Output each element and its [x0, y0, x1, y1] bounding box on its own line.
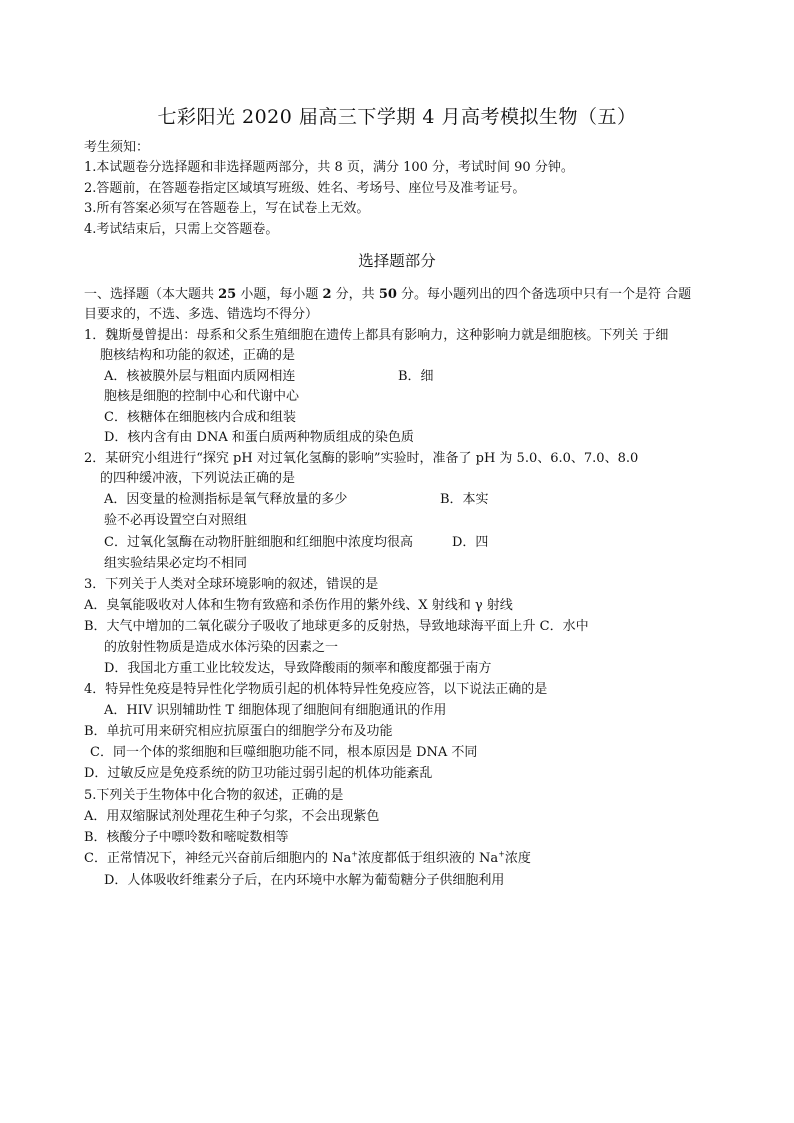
- notice-heading: 考生须知：: [84, 140, 150, 155]
- option-b: B．本实: [440, 492, 489, 507]
- question-stem: 的四种缓冲液，下列说法正确的是: [100, 471, 296, 486]
- option-b: B．细: [398, 369, 434, 384]
- option-a: A．HIV 识别辅助性 T 细胞体现了细胞间有细胞通讯的作用: [104, 703, 447, 718]
- question-stem: 2．某研究小组进行“探究 pH 对过氧化氢酶的影响”实验时，准备了 pH 为 5.0、6.0、7.0、8.0: [84, 451, 639, 466]
- option-c: C．同一个体的浆细胞和巨噬细胞功能不同，根本原因是 DNA 不同: [90, 745, 478, 760]
- instructions-line-1: 一、选择题（本大题共 25 小题，每小题 2 分，共 50 分。每小题列出的四个备选项中只有一个是符 合题: [84, 287, 692, 302]
- page-title: 七彩阳光 2020 届高三下学期 4 月高考模拟生物（五）: [157, 106, 637, 128]
- option-d: D．人体吸收纤维素分子后，在内环境中水解为葡萄糖分子供细胞利用: [104, 873, 505, 888]
- option-a: A．因变量的检测指标是氧气释放量的多少: [104, 492, 348, 507]
- notice-item: 3.所有答案必须写在答题卷上，写在试卷上无效。: [84, 201, 370, 216]
- option-d: D．过敏反应是免疫系统的防卫功能过弱引起的机体功能紊乱: [84, 766, 433, 781]
- option-c: C．过氧化氢酶在动物肝脏细胞和红细胞中浓度均很高: [104, 535, 413, 550]
- option-c: C．正常情况下，神经元兴奋前后细胞内的 Na+浓度都低于组织液的 Na+浓度: [84, 849, 531, 866]
- option-c-continued: 的放射性物质是造成水体污染的因素之一: [104, 640, 339, 655]
- option-b: B．大气中增加的二氧化碳分子吸收了地球更多的反射热，导致地球海平面上升 C．水中: [84, 619, 589, 634]
- option-b-continued: 胞核是细胞的控制中心和代谢中心: [104, 389, 300, 404]
- option-c: C．核糖体在细胞核内合成和组装: [104, 410, 296, 425]
- instructions-line-2: 目要求的，不选、多选、错选均不得分）: [84, 307, 319, 322]
- option-a: A．用双缩脲试剂处理花生种子匀浆，不会出现紫色: [84, 809, 380, 824]
- option-d: D．四: [452, 535, 489, 550]
- option-a: A．核被膜外层与粗面内质网相连: [104, 369, 296, 384]
- option-d: D．核内含有由 DNA 和蛋白质两种物质组成的染色质: [104, 430, 414, 445]
- option-b: B．单抗可用来研究相应抗原蛋白的细胞学分布及功能: [84, 724, 393, 739]
- section-title: 选择题部分: [358, 252, 436, 270]
- option-b: B．核酸分子中嘌呤数和嘧啶数相等: [84, 830, 289, 845]
- question-stem: 5.下列关于生物体中化合物的叙述，正确的是: [84, 788, 344, 803]
- notice-item: 2.答题前，在答题卷指定区域填写班级、姓名、考场号、座位号及准考证号。: [84, 181, 526, 196]
- question-stem: 3．下列关于人类对全球环境影响的叙述，错误的是: [84, 577, 379, 592]
- option-a: A．臭氧能吸收对人体和生物有致癌和杀伤作用的紫外线、X 射线和 γ 射线: [84, 598, 513, 613]
- option-b-continued: 验不必再设置空白对照组: [104, 513, 248, 528]
- notice-item: 4.考试结束后，只需上交答题卷。: [84, 222, 279, 237]
- question-stem: 1．魏斯曼曾提出：母系和父系生殖细胞在遗传上都具有影响力，这种影响力就是细胞核。下列关 于细: [84, 328, 669, 343]
- question-stem: 胞核结构和功能的叙述，正确的是: [100, 348, 296, 363]
- option-d: D．我国北方重工业比较发达，导致降酸雨的频率和酸度都强于南方: [104, 661, 492, 676]
- option-d-continued: 组实验结果必定均不相同: [104, 556, 248, 571]
- question-stem: 4．特异性免疫是特异性化学物质引起的机体特异性免疫应答，以下说法正确的是: [84, 682, 548, 697]
- notice-item: 1.本试题卷分选择题和非选择题两部分，共 8 页，满分 100 分，考试时间 90 分钟。: [84, 160, 574, 175]
